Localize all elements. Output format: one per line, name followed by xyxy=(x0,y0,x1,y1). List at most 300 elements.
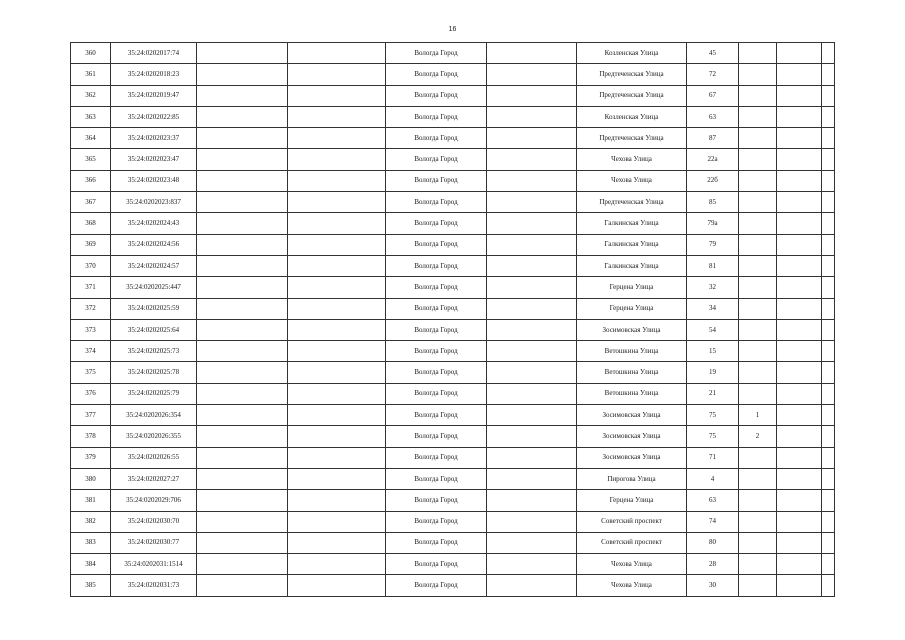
cadastral-number-cell: 35:24:0202024:56 xyxy=(111,234,197,255)
city-cell: Вологда Город xyxy=(386,255,487,276)
cadastral-number-cell: 35:24:0202025:79 xyxy=(111,383,197,404)
cadastral-number-cell: 35:24:0202031:73 xyxy=(111,575,197,596)
empty-cell xyxy=(777,362,822,383)
street-cell: Зосимовская Улица xyxy=(577,426,687,447)
row-number-cell: 362 xyxy=(71,85,111,106)
city-cell: Вологда Город xyxy=(386,170,487,191)
street-cell: Советский проспект xyxy=(577,532,687,553)
empty-cell xyxy=(197,319,288,340)
row-number-cell: 361 xyxy=(71,64,111,85)
empty-cell xyxy=(288,43,386,64)
row-number-cell: 383 xyxy=(71,532,111,553)
city-cell: Вологда Город xyxy=(386,128,487,149)
empty-cell xyxy=(197,149,288,170)
building-cell xyxy=(739,319,777,340)
empty-cell xyxy=(487,170,577,191)
empty-cell xyxy=(487,64,577,85)
table-row xyxy=(71,298,835,319)
cadastral-number-cell: 35:24:0202017:74 xyxy=(111,43,197,64)
street-cell: Зосимовская Улица xyxy=(577,319,687,340)
street-cell: Зосимовская Улица xyxy=(577,447,687,468)
empty-cell xyxy=(822,511,835,532)
table-row xyxy=(71,362,835,383)
empty-cell xyxy=(487,426,577,447)
row-number-cell: 376 xyxy=(71,383,111,404)
city-cell: Вологда Город xyxy=(386,405,487,426)
empty-cell xyxy=(487,405,577,426)
street-cell: Ветошкина Улица xyxy=(577,341,687,362)
empty-cell xyxy=(777,85,822,106)
table-row xyxy=(71,468,835,489)
city-cell: Вологда Город xyxy=(386,341,487,362)
city-cell: Вологда Город xyxy=(386,149,487,170)
empty-cell xyxy=(777,128,822,149)
row-number-cell: 374 xyxy=(71,341,111,362)
empty-cell xyxy=(822,468,835,489)
city-cell: Вологда Город xyxy=(386,64,487,85)
house-number-cell: 79а xyxy=(687,213,739,234)
empty-cell xyxy=(822,128,835,149)
row-number-cell: 367 xyxy=(71,192,111,213)
cadastral-number-cell: 35:24:0202030:70 xyxy=(111,511,197,532)
empty-cell xyxy=(777,383,822,404)
row-number-cell: 379 xyxy=(71,447,111,468)
street-cell: Предтеченская Улица xyxy=(577,192,687,213)
empty-cell xyxy=(777,234,822,255)
empty-cell xyxy=(777,575,822,596)
city-cell: Вологда Город xyxy=(386,362,487,383)
empty-cell xyxy=(288,170,386,191)
empty-cell xyxy=(777,298,822,319)
empty-cell xyxy=(288,383,386,404)
empty-cell xyxy=(487,213,577,234)
building-cell xyxy=(739,213,777,234)
row-number-cell: 381 xyxy=(71,490,111,511)
empty-cell xyxy=(777,511,822,532)
empty-cell xyxy=(777,468,822,489)
building-cell xyxy=(739,383,777,404)
cadastral-number-cell: 35:24:0202025:73 xyxy=(111,341,197,362)
table-row xyxy=(71,85,835,106)
empty-cell xyxy=(197,532,288,553)
cadastral-number-cell: 35:24:0202026:355 xyxy=(111,426,197,447)
table-row xyxy=(71,319,835,340)
empty-cell xyxy=(777,532,822,553)
street-cell: Чехова Улица xyxy=(577,554,687,575)
row-number-cell: 366 xyxy=(71,170,111,191)
house-number-cell: 87 xyxy=(687,128,739,149)
house-number-cell: 80 xyxy=(687,532,739,553)
row-number-cell: 378 xyxy=(71,426,111,447)
empty-cell xyxy=(777,149,822,170)
city-cell: Вологда Город xyxy=(386,447,487,468)
city-cell: Вологда Город xyxy=(386,426,487,447)
row-number-cell: 377 xyxy=(71,405,111,426)
empty-cell xyxy=(777,255,822,276)
empty-cell xyxy=(288,511,386,532)
table-row xyxy=(71,149,835,170)
cadastral-number-cell: 35:24:0202023:837 xyxy=(111,192,197,213)
row-number-cell: 371 xyxy=(71,277,111,298)
cadastral-number-cell: 35:24:0202029:706 xyxy=(111,490,197,511)
building-cell xyxy=(739,85,777,106)
table-row xyxy=(71,532,835,553)
empty-cell xyxy=(197,128,288,149)
building-cell xyxy=(739,511,777,532)
street-cell: Ветошкина Улица xyxy=(577,362,687,383)
empty-cell xyxy=(487,447,577,468)
table-row xyxy=(71,447,835,468)
row-number-cell: 385 xyxy=(71,575,111,596)
building-cell xyxy=(739,575,777,596)
empty-cell xyxy=(777,213,822,234)
cadastral-number-cell: 35:24:0202022:85 xyxy=(111,106,197,127)
table-row xyxy=(71,426,835,447)
cadastral-number-cell: 35:24:0202027:27 xyxy=(111,468,197,489)
empty-cell xyxy=(288,149,386,170)
empty-cell xyxy=(197,362,288,383)
street-cell: Предтеченская Улица xyxy=(577,85,687,106)
cadastral-number-cell: 35:24:0202031:1514 xyxy=(111,554,197,575)
building-cell xyxy=(739,490,777,511)
building-cell xyxy=(739,277,777,298)
property-registry-table xyxy=(70,42,835,597)
building-cell xyxy=(739,341,777,362)
house-number-cell: 85 xyxy=(687,192,739,213)
cadastral-number-cell: 35:24:0202025:59 xyxy=(111,298,197,319)
page-number: 16 xyxy=(448,26,457,33)
empty-cell xyxy=(288,575,386,596)
empty-cell xyxy=(822,405,835,426)
empty-cell xyxy=(822,85,835,106)
cadastral-number-cell: 35:24:0202018:23 xyxy=(111,64,197,85)
empty-cell xyxy=(487,277,577,298)
empty-cell xyxy=(822,319,835,340)
street-cell: Герцена Улица xyxy=(577,490,687,511)
empty-cell xyxy=(197,511,288,532)
city-cell: Вологда Город xyxy=(386,192,487,213)
house-number-cell: 75 xyxy=(687,426,739,447)
table-row xyxy=(71,64,835,85)
table-row xyxy=(71,213,835,234)
street-cell: Советский проспект xyxy=(577,511,687,532)
street-cell: Чехова Улица xyxy=(577,149,687,170)
empty-cell xyxy=(487,298,577,319)
empty-cell xyxy=(822,298,835,319)
house-number-cell: 54 xyxy=(687,319,739,340)
empty-cell xyxy=(777,64,822,85)
empty-cell xyxy=(288,192,386,213)
table-body xyxy=(71,43,835,597)
building-cell xyxy=(739,532,777,553)
city-cell: Вологда Город xyxy=(386,298,487,319)
empty-cell xyxy=(487,511,577,532)
empty-cell xyxy=(822,43,835,64)
city-cell: Вологда Город xyxy=(386,213,487,234)
empty-cell xyxy=(288,426,386,447)
city-cell: Вологда Город xyxy=(386,575,487,596)
house-number-cell: 22б xyxy=(687,170,739,191)
street-cell: Галкинская Улица xyxy=(577,213,687,234)
building-cell xyxy=(739,362,777,383)
empty-cell xyxy=(288,106,386,127)
city-cell: Вологда Город xyxy=(386,511,487,532)
empty-cell xyxy=(777,170,822,191)
empty-cell xyxy=(197,234,288,255)
empty-cell xyxy=(822,532,835,553)
street-cell: Чехова Улица xyxy=(577,575,687,596)
city-cell: Вологда Город xyxy=(386,234,487,255)
empty-cell xyxy=(822,490,835,511)
empty-cell xyxy=(822,383,835,404)
street-cell: Зосимовская Улица xyxy=(577,405,687,426)
empty-cell xyxy=(487,128,577,149)
cadastral-number-cell: 35:24:0202026:354 xyxy=(111,405,197,426)
empty-cell xyxy=(197,383,288,404)
building-cell xyxy=(739,255,777,276)
empty-cell xyxy=(487,255,577,276)
empty-cell xyxy=(288,405,386,426)
empty-cell xyxy=(487,192,577,213)
empty-cell xyxy=(288,468,386,489)
house-number-cell: 45 xyxy=(687,43,739,64)
house-number-cell: 75 xyxy=(687,405,739,426)
empty-cell xyxy=(288,490,386,511)
house-number-cell: 63 xyxy=(687,490,739,511)
cadastral-number-cell: 35:24:0202025:447 xyxy=(111,277,197,298)
building-cell: 2 xyxy=(739,426,777,447)
building-cell xyxy=(739,64,777,85)
empty-cell xyxy=(288,554,386,575)
row-number-cell: 370 xyxy=(71,255,111,276)
empty-cell xyxy=(288,298,386,319)
empty-cell xyxy=(197,213,288,234)
street-cell: Козленская Улица xyxy=(577,106,687,127)
building-cell xyxy=(739,554,777,575)
house-number-cell: 30 xyxy=(687,575,739,596)
empty-cell xyxy=(288,234,386,255)
city-cell: Вологда Город xyxy=(386,468,487,489)
table-row xyxy=(71,277,835,298)
building-cell xyxy=(739,128,777,149)
house-number-cell: 21 xyxy=(687,383,739,404)
building-cell xyxy=(739,192,777,213)
city-cell: Вологда Город xyxy=(386,106,487,127)
cadastral-number-cell: 35:24:0202026:55 xyxy=(111,447,197,468)
city-cell: Вологда Город xyxy=(386,85,487,106)
street-cell: Герцена Улица xyxy=(577,277,687,298)
empty-cell xyxy=(288,85,386,106)
empty-cell xyxy=(197,554,288,575)
row-number-cell: 372 xyxy=(71,298,111,319)
empty-cell xyxy=(777,43,822,64)
empty-cell xyxy=(822,192,835,213)
house-number-cell: 32 xyxy=(687,277,739,298)
empty-cell xyxy=(197,170,288,191)
street-cell: Предтеченская Улица xyxy=(577,64,687,85)
street-cell: Козленская Улица xyxy=(577,43,687,64)
row-number-cell: 380 xyxy=(71,468,111,489)
empty-cell xyxy=(777,341,822,362)
house-number-cell: 19 xyxy=(687,362,739,383)
city-cell: Вологда Город xyxy=(386,383,487,404)
empty-cell xyxy=(777,426,822,447)
empty-cell xyxy=(197,447,288,468)
house-number-cell: 22а xyxy=(687,149,739,170)
empty-cell xyxy=(822,447,835,468)
city-cell: Вологда Город xyxy=(386,554,487,575)
empty-cell xyxy=(487,341,577,362)
empty-cell xyxy=(197,426,288,447)
table-row xyxy=(71,128,835,149)
empty-cell xyxy=(822,362,835,383)
row-number-cell: 373 xyxy=(71,319,111,340)
empty-cell xyxy=(822,554,835,575)
row-number-cell: 375 xyxy=(71,362,111,383)
table-row xyxy=(71,554,835,575)
table-row xyxy=(71,490,835,511)
empty-cell xyxy=(288,128,386,149)
building-cell xyxy=(739,149,777,170)
empty-cell xyxy=(822,64,835,85)
empty-cell xyxy=(822,255,835,276)
empty-cell xyxy=(288,532,386,553)
cadastral-number-cell: 35:24:0202025:78 xyxy=(111,362,197,383)
empty-cell xyxy=(197,85,288,106)
empty-cell xyxy=(197,43,288,64)
building-cell xyxy=(739,298,777,319)
empty-cell xyxy=(487,532,577,553)
empty-cell xyxy=(197,405,288,426)
empty-cell xyxy=(288,64,386,85)
empty-cell xyxy=(822,149,835,170)
cadastral-number-cell: 35:24:0202023:37 xyxy=(111,128,197,149)
empty-cell xyxy=(487,575,577,596)
empty-cell xyxy=(197,468,288,489)
empty-cell xyxy=(197,341,288,362)
empty-cell xyxy=(777,277,822,298)
empty-cell xyxy=(487,43,577,64)
house-number-cell: 34 xyxy=(687,298,739,319)
street-cell: Ветошкина Улица xyxy=(577,383,687,404)
house-number-cell: 28 xyxy=(687,554,739,575)
empty-cell xyxy=(777,405,822,426)
house-number-cell: 72 xyxy=(687,64,739,85)
empty-cell xyxy=(197,106,288,127)
empty-cell xyxy=(288,341,386,362)
city-cell: Вологда Город xyxy=(386,319,487,340)
cadastral-number-cell: 35:24:0202023:47 xyxy=(111,149,197,170)
street-cell: Галкинская Улица xyxy=(577,255,687,276)
house-number-cell: 81 xyxy=(687,255,739,276)
cadastral-number-cell: 35:24:0202025:64 xyxy=(111,319,197,340)
row-number-cell: 369 xyxy=(71,234,111,255)
cadastral-number-cell: 35:24:0202024:57 xyxy=(111,255,197,276)
empty-cell xyxy=(288,319,386,340)
table-row xyxy=(71,405,835,426)
empty-cell xyxy=(487,554,577,575)
empty-cell xyxy=(197,490,288,511)
house-number-cell: 4 xyxy=(687,468,739,489)
house-number-cell: 79 xyxy=(687,234,739,255)
building-cell xyxy=(739,43,777,64)
empty-cell xyxy=(777,447,822,468)
street-cell: Герцена Улица xyxy=(577,298,687,319)
empty-cell xyxy=(822,341,835,362)
table-row xyxy=(71,511,835,532)
empty-cell xyxy=(487,490,577,511)
empty-cell xyxy=(288,277,386,298)
empty-cell xyxy=(197,64,288,85)
cadastral-number-cell: 35:24:0202019:47 xyxy=(111,85,197,106)
empty-cell xyxy=(822,575,835,596)
row-number-cell: 368 xyxy=(71,213,111,234)
row-number-cell: 363 xyxy=(71,106,111,127)
table-row xyxy=(71,341,835,362)
empty-cell xyxy=(822,170,835,191)
empty-cell xyxy=(487,362,577,383)
building-cell xyxy=(739,170,777,191)
empty-cell xyxy=(197,255,288,276)
house-number-cell: 74 xyxy=(687,511,739,532)
empty-cell xyxy=(777,319,822,340)
empty-cell xyxy=(288,447,386,468)
empty-cell xyxy=(197,575,288,596)
city-cell: Вологда Город xyxy=(386,490,487,511)
building-cell: 1 xyxy=(739,405,777,426)
cadastral-number-cell: 35:24:0202024:43 xyxy=(111,213,197,234)
empty-cell xyxy=(822,106,835,127)
row-number-cell: 364 xyxy=(71,128,111,149)
street-cell: Предтеченская Улица xyxy=(577,128,687,149)
empty-cell xyxy=(777,490,822,511)
city-cell: Вологда Город xyxy=(386,532,487,553)
empty-cell xyxy=(487,106,577,127)
row-number-cell: 365 xyxy=(71,149,111,170)
table-row xyxy=(71,234,835,255)
house-number-cell: 67 xyxy=(687,85,739,106)
empty-cell xyxy=(487,149,577,170)
empty-cell xyxy=(487,319,577,340)
table-row xyxy=(71,106,835,127)
empty-cell xyxy=(288,255,386,276)
street-cell: Чехова Улица xyxy=(577,170,687,191)
empty-cell xyxy=(822,277,835,298)
street-cell: Пирогова Улица xyxy=(577,468,687,489)
city-cell: Вологда Город xyxy=(386,43,487,64)
table-row xyxy=(71,575,835,596)
empty-cell xyxy=(197,192,288,213)
table-row xyxy=(71,383,835,404)
table-row xyxy=(71,43,835,64)
building-cell xyxy=(739,106,777,127)
cadastral-number-cell: 35:24:0202023:48 xyxy=(111,170,197,191)
empty-cell xyxy=(487,383,577,404)
empty-cell xyxy=(288,362,386,383)
house-number-cell: 63 xyxy=(687,106,739,127)
table-row xyxy=(71,255,835,276)
house-number-cell: 71 xyxy=(687,447,739,468)
house-number-cell: 15 xyxy=(687,341,739,362)
empty-cell xyxy=(487,85,577,106)
table-row xyxy=(71,192,835,213)
empty-cell xyxy=(777,106,822,127)
empty-cell xyxy=(288,213,386,234)
row-number-cell: 382 xyxy=(71,511,111,532)
empty-cell xyxy=(487,468,577,489)
cadastral-number-cell: 35:24:0202030:77 xyxy=(111,532,197,553)
empty-cell xyxy=(822,234,835,255)
